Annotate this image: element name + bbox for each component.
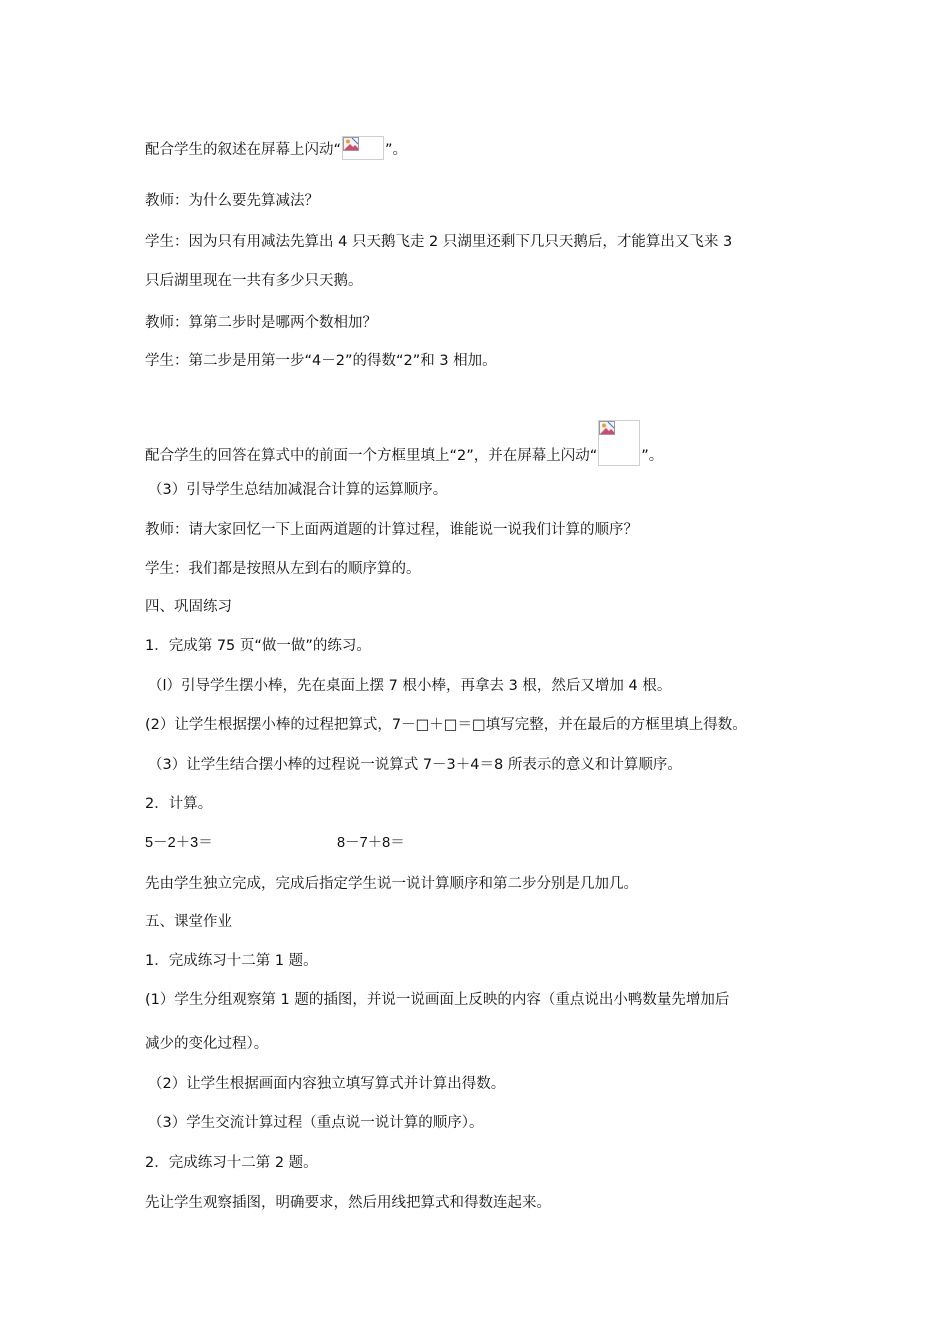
list-item-homework-1-1b: 减少的变化过程）。 — [145, 1036, 269, 1052]
paragraph-student-answer-1b: 只后湖里现在一共有多少只天鹅。 — [145, 273, 363, 289]
list-item-practice-1-1: （l）引导学生摆小棒，先在桌面上摆 7 根小棒，再拿去 3 根，然后又增加 4 根。 — [148, 678, 672, 694]
paragraph-flash-answer — [145, 420, 663, 466]
paragraph-final-instruction: 先让学生观察插图，明确要求，然后用线把算式和得数连起来。 — [145, 1195, 551, 1211]
paragraph-teacher-question-1: 教师：为什么要先算减法？ — [145, 193, 319, 209]
paragraph-student-answer-3: 学生：我们都是按照从左到右的顺序算的。 — [145, 561, 421, 577]
paragraph-text: 配合学生的叙述在屏幕上闪动“ — [145, 142, 342, 158]
list-item-homework-1-1a: (1）学生分组观察第 1 题的插图，并说一说画面上反映的内容（重点说出小鸭数量先增加后 — [145, 992, 730, 1008]
section-heading-practice: 四、巩固练习 — [145, 599, 232, 615]
list-item-practice-1-2: (2）让学生根据摆小棒的过程把算式，7－□＋□＝□填写完整，并在最后的方框里填上得数。 — [145, 717, 747, 733]
list-item-practice-2: 2．计算。 — [145, 796, 213, 812]
section-heading-homework: 五、课堂作业 — [145, 914, 232, 930]
broken-image-icon — [343, 137, 359, 151]
paragraph-teacher-question-3: 教师：请大家回忆一下上面两道题的计算过程，谁能说一说我们计算的顺序？ — [145, 522, 638, 538]
list-item-homework-1-3: （3）学生交流计算过程（重点说一说计算的顺序）。 — [148, 1115, 484, 1131]
list-item-practice-1-3: （3）让学生结合摆小棒的过程说一说算式 7－3＋4＝8 所表示的意义和计算顺序。 — [148, 757, 682, 773]
list-item-homework-1: 1．完成练习十二第 1 题。 — [145, 953, 318, 969]
paragraph-student-answer-1a: 学生：因为只有用减法先算出 4 只天鹅飞走 2 只湖里还剩下几只天鹅后，才能算出又飞来 3 — [145, 234, 733, 250]
paragraph-step-3: （3）引导学生总结加减混合计算的运算顺序。 — [148, 482, 448, 498]
list-item-homework-2: 2．完成练习十二第 2 题。 — [145, 1155, 318, 1171]
paragraph-flash-narration — [145, 136, 407, 160]
paragraph-student-answer-2: 学生：第二步是用第一步“4－2”的得数“2”和 3 相加。 — [145, 353, 497, 369]
equation-1: 5－2＋3＝ — [145, 835, 213, 851]
paragraph-instruction: 先由学生独立完成，完成后指定学生说一说计算顺序和第二步分别是几加几。 — [145, 876, 638, 892]
paragraph-text: ”。 — [641, 448, 664, 464]
inline-image-placeholder — [342, 136, 384, 160]
paragraph-text: 配合学生的回答在算式中的前面一个方框里填上“2”，并在屏幕上闪动“ — [145, 448, 598, 464]
broken-image-icon — [599, 421, 615, 435]
paragraph-text: ”。 — [385, 142, 408, 158]
list-item-practice-1: 1．完成第 75 页“做一做”的练习。 — [145, 638, 371, 654]
inline-image-placeholder — [598, 420, 640, 466]
equation-2: 8－7＋8＝ — [337, 835, 405, 851]
list-item-homework-1-2: （2）让学生根据画面内容独立填写算式并计算出得数。 — [148, 1076, 506, 1092]
paragraph-teacher-question-2: 教师：算第二步时是哪两个数相加？ — [145, 315, 377, 331]
